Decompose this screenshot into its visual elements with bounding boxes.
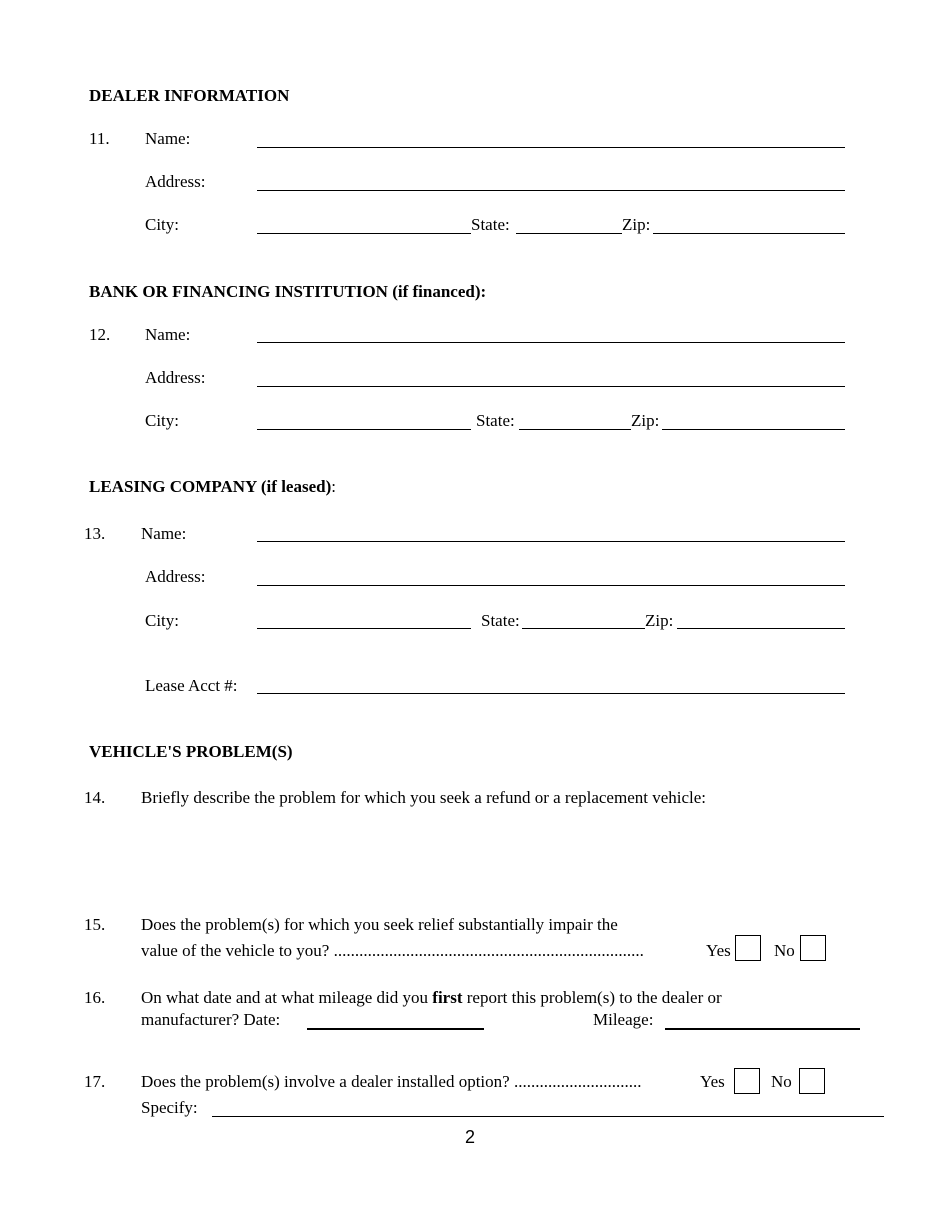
leasing-heading-text: LEASING COMPANY (if leased): [89, 477, 332, 496]
leasing-city-label: City:: [145, 611, 180, 630]
bank-state-label: State:: [476, 411, 515, 430]
q16-text-line1-b: report this problem(s) to the dealer or: [462, 988, 722, 1007]
item-number-11: 11.: [89, 129, 110, 148]
q16-mileage-label: Mileage:: [593, 1010, 654, 1029]
q17-specify-label: Specify:: [141, 1098, 198, 1117]
item-number-15: 15.: [84, 915, 106, 934]
dealer-state-field[interactable]: [516, 233, 622, 234]
bank-zip-label: Zip:: [631, 411, 660, 430]
q17-specify-field[interactable]: [212, 1116, 884, 1117]
leasing-name-field[interactable]: [257, 541, 845, 542]
q15-text-line1: Does the problem(s) for which you seek relief substantially impair the: [141, 915, 618, 934]
q16-text-line1: [141, 988, 722, 1008]
leasing-city-field[interactable]: [257, 628, 471, 629]
dealer-name-field[interactable]: [257, 147, 845, 148]
leasing-state-label: State:: [481, 611, 520, 630]
bank-state-field[interactable]: [519, 429, 631, 430]
dealer-state-label: State:: [471, 215, 510, 234]
item-number-16: 16.: [84, 988, 106, 1007]
q17-no-label: No: [771, 1072, 792, 1091]
dealer-address-field[interactable]: [257, 190, 845, 191]
q17-yes-checkbox[interactable]: [734, 1068, 760, 1094]
q15-yes-label: Yes: [706, 941, 731, 960]
bank-name-field[interactable]: [257, 342, 845, 343]
dealer-address-label: Address:: [145, 172, 206, 191]
q14-answer-area[interactable]: [141, 812, 845, 900]
bank-address-field[interactable]: [257, 386, 845, 387]
q16-text-line1-bold: first: [432, 988, 463, 1007]
q16-text-line1-a: On what date and at what mileage did you: [141, 988, 433, 1007]
q14-text: Briefly describe the problem for which you seek a refund or a replacement vehicle:: [141, 788, 707, 807]
q15-text-line2: value of the vehicle to you? .........................................................................: [141, 941, 644, 960]
item-number-14: 14.: [84, 788, 106, 807]
leasing-address-label: Address:: [145, 567, 206, 586]
page-number: 2: [465, 1127, 476, 1147]
q15-no-checkbox[interactable]: [800, 935, 826, 961]
bank-city-field[interactable]: [257, 429, 471, 430]
leasing-zip-field[interactable]: [677, 628, 845, 629]
item-number-12: 12.: [89, 325, 111, 344]
q15-no-label: No: [774, 941, 795, 960]
problems-section-heading: VEHICLE'S PROBLEM(S): [89, 742, 293, 761]
q16-mileage-field[interactable]: [665, 1028, 860, 1030]
bank-zip-field[interactable]: [662, 429, 845, 430]
dealer-city-label: City:: [145, 215, 180, 234]
item-number-17: 17.: [84, 1072, 106, 1091]
bank-name-label: Name:: [145, 325, 191, 344]
q17-text: Does the problem(s) involve a dealer installed option? ..............................: [141, 1072, 642, 1091]
bank-address-label: Address:: [145, 368, 206, 387]
dealer-zip-label: Zip:: [622, 215, 651, 234]
q16-date-field[interactable]: [307, 1028, 484, 1030]
lease-acct-label: Lease Acct #:: [145, 676, 238, 695]
q17-yes-label: Yes: [700, 1072, 725, 1091]
leasing-state-field[interactable]: [522, 628, 645, 629]
leasing-zip-label: Zip:: [645, 611, 674, 630]
dealer-zip-field[interactable]: [653, 233, 845, 234]
leasing-section-heading: [89, 477, 336, 497]
leasing-name-label: Name:: [141, 524, 187, 543]
leasing-heading-colon: :: [331, 477, 336, 496]
dealer-section-heading: DEALER INFORMATION: [89, 86, 290, 105]
lease-acct-field[interactable]: [257, 693, 845, 694]
item-number-13: 13.: [84, 524, 106, 543]
dealer-city-field[interactable]: [257, 233, 471, 234]
bank-city-label: City:: [145, 411, 180, 430]
bank-section-heading: BANK OR FINANCING INSTITUTION (if financed):: [89, 282, 487, 301]
q15-yes-checkbox[interactable]: [735, 935, 761, 961]
leasing-address-field[interactable]: [257, 585, 845, 586]
dealer-name-label: Name:: [145, 129, 191, 148]
q16-date-label: manufacturer? Date:: [141, 1010, 281, 1029]
q17-no-checkbox[interactable]: [799, 1068, 825, 1094]
